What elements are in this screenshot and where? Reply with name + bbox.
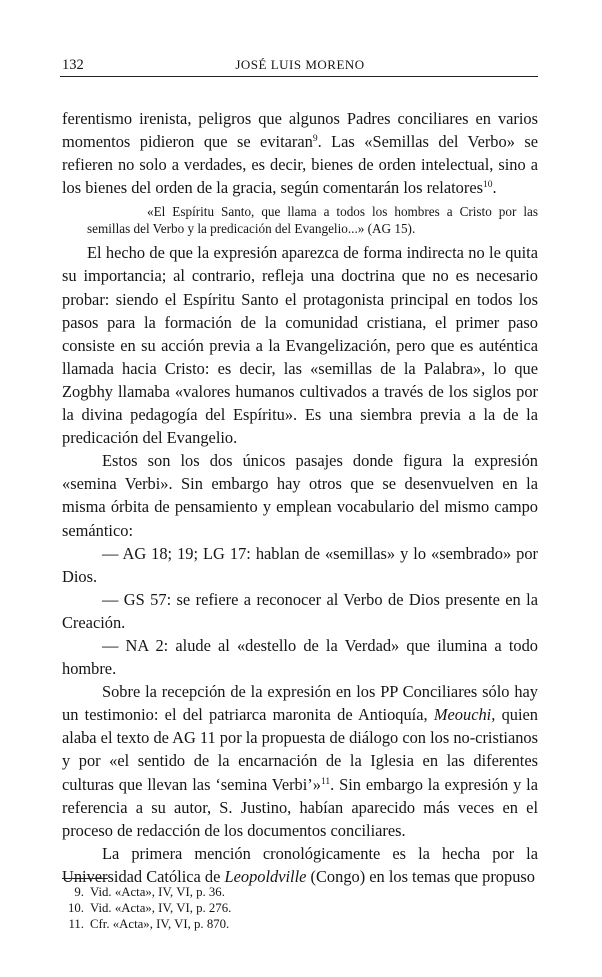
p5-text-a: La primera mención cronológicamente es la hecha por la Universidad Católica de (62, 843, 538, 886)
place-name: Leopoldville (224, 866, 307, 886)
p4-text-b: quien alaba el texto de AG 11 por la propuesta de diálogo con los no-cristianos y por «el sentido de la encarnación de la Iglesia en las diferentes culturas que llevan las ‘semina Verbi’» (62, 705, 539, 794)
paragraph-1 (62, 107, 538, 199)
header-rule (60, 76, 538, 77)
list-item-3: — NA 2: alude al «destello de la Verdad» que ilumina a todo hombre. (62, 635, 538, 679)
paragraph-3: Estos son los dos únicos pasajes donde figura la expresión «semina Verbi». Sin embargo hay otros que se desenvuelven en la misma órbita de pensamiento y emplean vocabulario del mismo campo semántico: (62, 451, 538, 540)
p1-text-c: . (492, 178, 497, 198)
block-quote: «El Espíritu Santo, que llama a todos los hombres a Cristo por las semillas del Verbo y la predicación del Evangelio...» (AG 15). (87, 204, 538, 237)
footnote-ref-11: 11 (320, 776, 331, 787)
body-text (62, 107, 538, 888)
footnote-rule (62, 878, 108, 879)
footnote-text: Cfr. «Acta», IV, VI, p. 870. (90, 917, 230, 932)
footnote-number: 11. (68, 917, 84, 932)
footnote-10 (62, 900, 538, 916)
footnote-number: 9. (74, 885, 84, 899)
footnote-number: 10. (68, 901, 84, 916)
page-number: 132 (62, 57, 84, 73)
p4-text-a: Sobre la recepción de la expresión en los PP Conciliares sólo hay un testimonio: el del patriarca maronita de Antioquía, (62, 682, 538, 725)
footnote-ref-9: 9 (312, 134, 318, 145)
paragraph-5 (62, 842, 538, 888)
person-name: Meouchi, (433, 705, 496, 725)
page-header (62, 56, 538, 74)
running-title: JOSÉ LUIS MORENO (235, 57, 365, 72)
p1-text-a: ferentismo irenista, peligros que algunos Padres conciliares en varios momentos pidieron que se evitaran (62, 109, 538, 152)
p5-text-b: (Congo) en los temas que propuso (306, 866, 535, 886)
p1-text-b: . Las «Semillas del Verbo» se refieren no solo a verdades, es decir, bienes de orden intelectual, sino a los bienes del orden de la gracia, según comentarán los relatores (62, 132, 539, 198)
footnote-text: Vid. «Acta», IV, VI, p. 36. (90, 885, 225, 899)
footnote-text: Vid. «Acta», IV, VI, p. 276. (90, 901, 232, 916)
list-item-2: — GS 57: se refiere a reconocer al Verbo de Dios presente en la Creación. (62, 589, 538, 632)
footnote-9 (62, 884, 538, 900)
footnote-ref-10: 10 (483, 180, 493, 191)
footnotes (62, 884, 538, 933)
paragraph-4 (62, 680, 538, 842)
footnote-11 (62, 916, 538, 932)
paragraph-2: El hecho de que la expresión aparezca de forma indirecta no le quita su importancia; al contrario, refleja una doctrina que no es necesario probar: siendo el Espíritu Santo el protagonista principal en todos los pasos para la formación de la comunidad cristiana, el primer paso consiste en su acción previa a la Evangelización, pero que es auténtica llamada hacia Cristo: es decir, las «semillas de la Palabra», lo que Zogbhy llamaba «valores humanos cultivados a través de los siglos por la divina pedagogía del Espíritu». Es una siembra previa a la de la predicación del Evangelio. (62, 243, 538, 448)
p4-text-c: . Sin embargo la expresión y la referencia a su autor, S. Justino, habían aparecido más veces en el proceso de redacción de los documentos conciliares. (62, 774, 538, 840)
list-item-1: — AG 18; 19; LG 17: hablan de «semillas» y lo «sembrado» por Dios. (62, 543, 538, 586)
